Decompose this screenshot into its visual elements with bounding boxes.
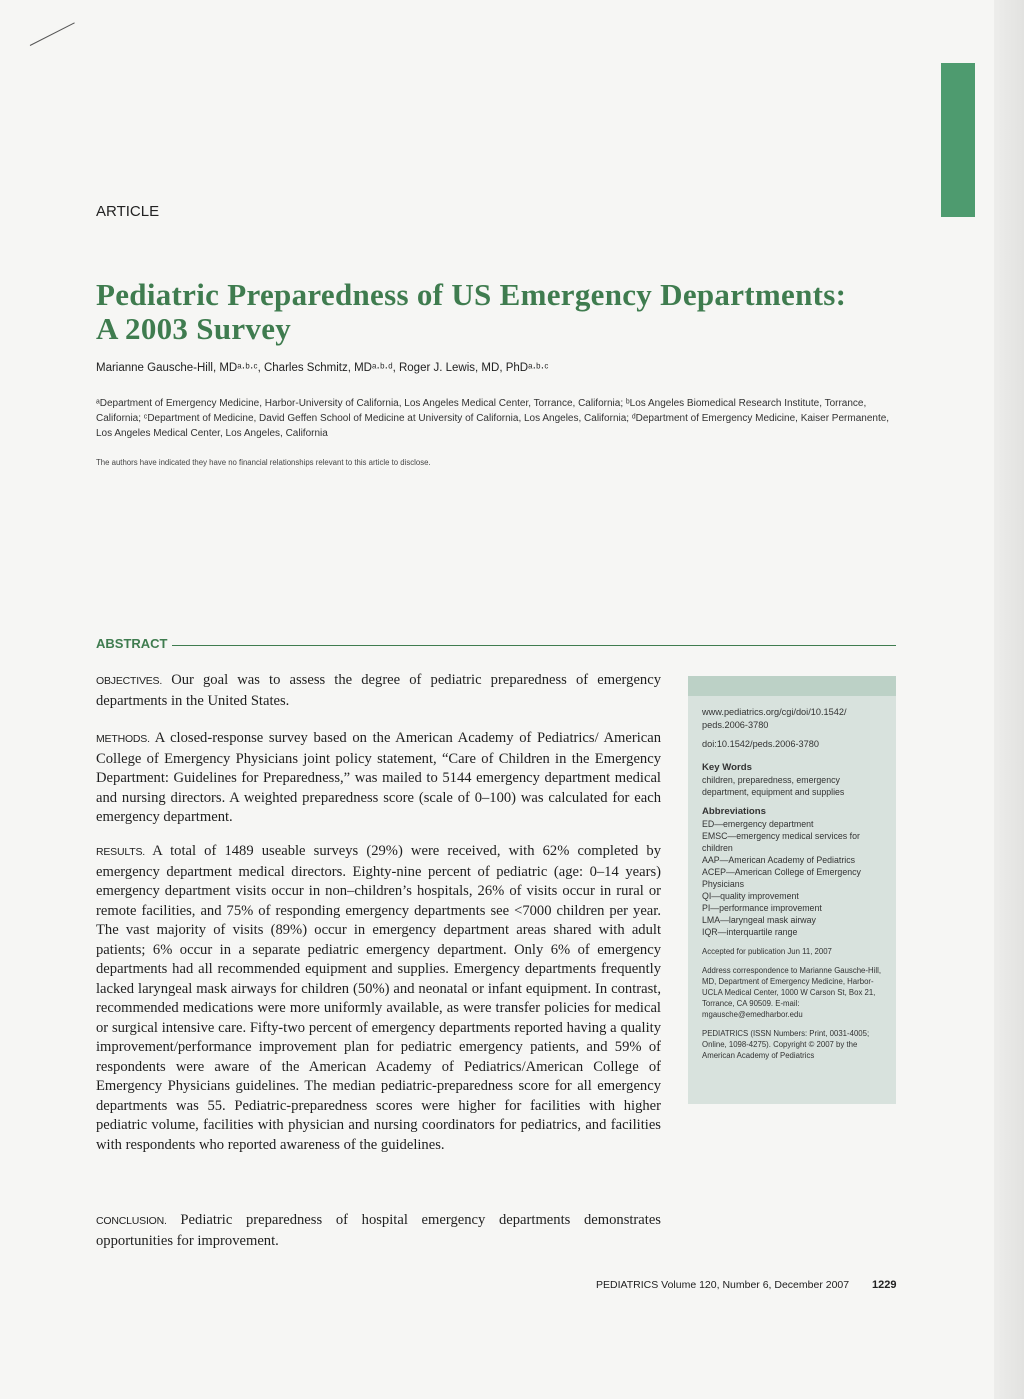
abbreviation-item: ED—emergency department [702,819,814,829]
sidebar-header-band [688,676,896,696]
affiliations: ᵃDepartment of Emergency Medicine, Harbor-University of California, Los Angeles Medical Center, Torrance, California; ᵇLos Angeles Biomedical Research Institute, Torrance, California; ᶜDepartment of Medicine, David Geffen School of Medicine at University of California, Los Angeles, California; ᵈDepartment of Emergency Medicine, Kaiser Permanente, Los Angeles Medical Center, Los Angeles, California [96,398,890,439]
article-doi: doi:10.1542/peds.2006-3780 [702,739,819,749]
conclusion-label: CONCLUSION. [96,1215,167,1227]
abbreviation-item: AAP—American Academy of Pediatrics [702,855,856,865]
author-list: Marianne Gausche-Hill, MDᵃ·ᵇ·ᶜ, Charles Schmitz, MDᵃ·ᵇ·ᵈ, Roger J. Lewis, MD, PhDᵃ·ᵇ·ᶜ [96,362,549,374]
abbreviation-item: IQR—interquartile range [702,927,798,937]
abbreviations-heading: Abbreviations [702,806,766,817]
abbreviation-item: QI—quality improvement [702,891,799,901]
methods-label: METHODS. [96,733,150,745]
conclusion-text: Pediatric preparedness of hospital emergency departments demonstrates opportunities for improvement. [96,1212,661,1249]
results-label: RESULTS. [96,846,145,858]
article-info-sidebar [688,676,896,1104]
abbreviation-item: EMSC—emergency medical services for children [702,831,860,853]
keywords-heading: Key Words [702,762,752,773]
abstract-heading: ABSTRACT [96,636,168,651]
abbreviation-item: ACEP—American College of Emergency Physicians [702,867,861,889]
correspondence-address: Address correspondence to Marianne Gausche-Hill, MD, Department of Emergency Medicine, Harbor-UCLA Medical Center, 1000 W Carson St, Box 21, Torrance, CA 90509. E-mail: mgausche@emedharbor.edu [702,966,881,1019]
abstract-methods [96,729,661,828]
objectives-label: OBJECTIVES. [96,675,163,687]
scan-edge [994,0,1024,1399]
section-color-tab [941,63,975,217]
abstract-divider [172,645,896,646]
journal-footer: PEDIATRICS Volume 120, Number 6, December 2007 [596,1279,850,1291]
abstract-results [96,842,661,1155]
abbreviation-list [702,818,882,938]
keywords-text: children, preparedness, emergency department, equipment and supplies [702,775,845,797]
abstract-conclusion [96,1211,661,1251]
abbreviation-item: LMA—laryngeal mask airway [702,915,816,925]
article-title: Pediatric Preparedness of US Emergency Departments: A 2003 Survey [96,277,847,346]
financial-disclosure: The authors have indicated they have no financial relationships relevant to this article to disclose. [96,458,431,467]
objectives-text: Our goal was to assess the degree of pediatric preparedness of emergency departments in the United States. [96,672,661,709]
methods-text: A closed-response survey based on the American Academy of Pediatrics/ American College of Emergency Physicians joint policy statement, “Care of Children in the Emergency Department: Guidelines for Preparedness,” was mailed to 5144 emergency department medical and nursing directors. A weighted preparedness score (scale of 0–100) was calculated for each emergency department. [96,730,662,825]
pen-mark [30,22,75,46]
section-label: ARTICLE [96,203,160,220]
article-url[interactable]: www.pediatrics.org/cgi/doi/10.1542/ peds.2006-3780 [702,707,847,730]
accepted-date: Accepted for publication Jun 11, 2007 [702,947,832,956]
results-text: A total of 1489 useable surveys (29%) were received, with 62% completed by emergency department medical directors. Eighty-nine percent of pediatric (age: 0–14 years) emergency department visits occur in non–children’s hospitals, 26% of visits occur in rural or remote facilities, and 75% of responding emergency departments see <7000 children per year. The vast majority of visits (89%) occur in emergency department areas shared with adult patients; 6% occur in a separate pediatric emergency department. Only 6% of emergency departments had all recommended equipment and supplies. Emergency departments frequently lacked laryngeal mask airways for children (50%) and neonatal or infant equipment. In contrast, recommended medications were more uniformly available, as were transfer policies for medical or surgical intensive care. Fifty-two percent of emergency departments reported having a quality improvement/performance improvement plan for pediatric emergency patients, and 59% of respondents were aware of the American Academy of Pediatrics/American College of Emergency Physicians guidelines. The median pediatric-preparedness score for all emergency departments was 55. Pediatric-preparedness scores were higher for facilities with higher pediatric volume, facilities with physician and nursing coordinators for pediatrics, and facilities with respondents who reported awareness of the guidelines. [96,843,661,1153]
issn-copyright: PEDIATRICS (ISSN Numbers: Print, 0031-4005; Online, 1098-4275). Copyright © 2007 by the American Academy of Pediatrics [702,1029,870,1060]
abbreviation-item: PI—performance improvement [702,903,822,913]
page-number: 1229 [872,1279,897,1291]
abstract-objectives [96,671,661,711]
